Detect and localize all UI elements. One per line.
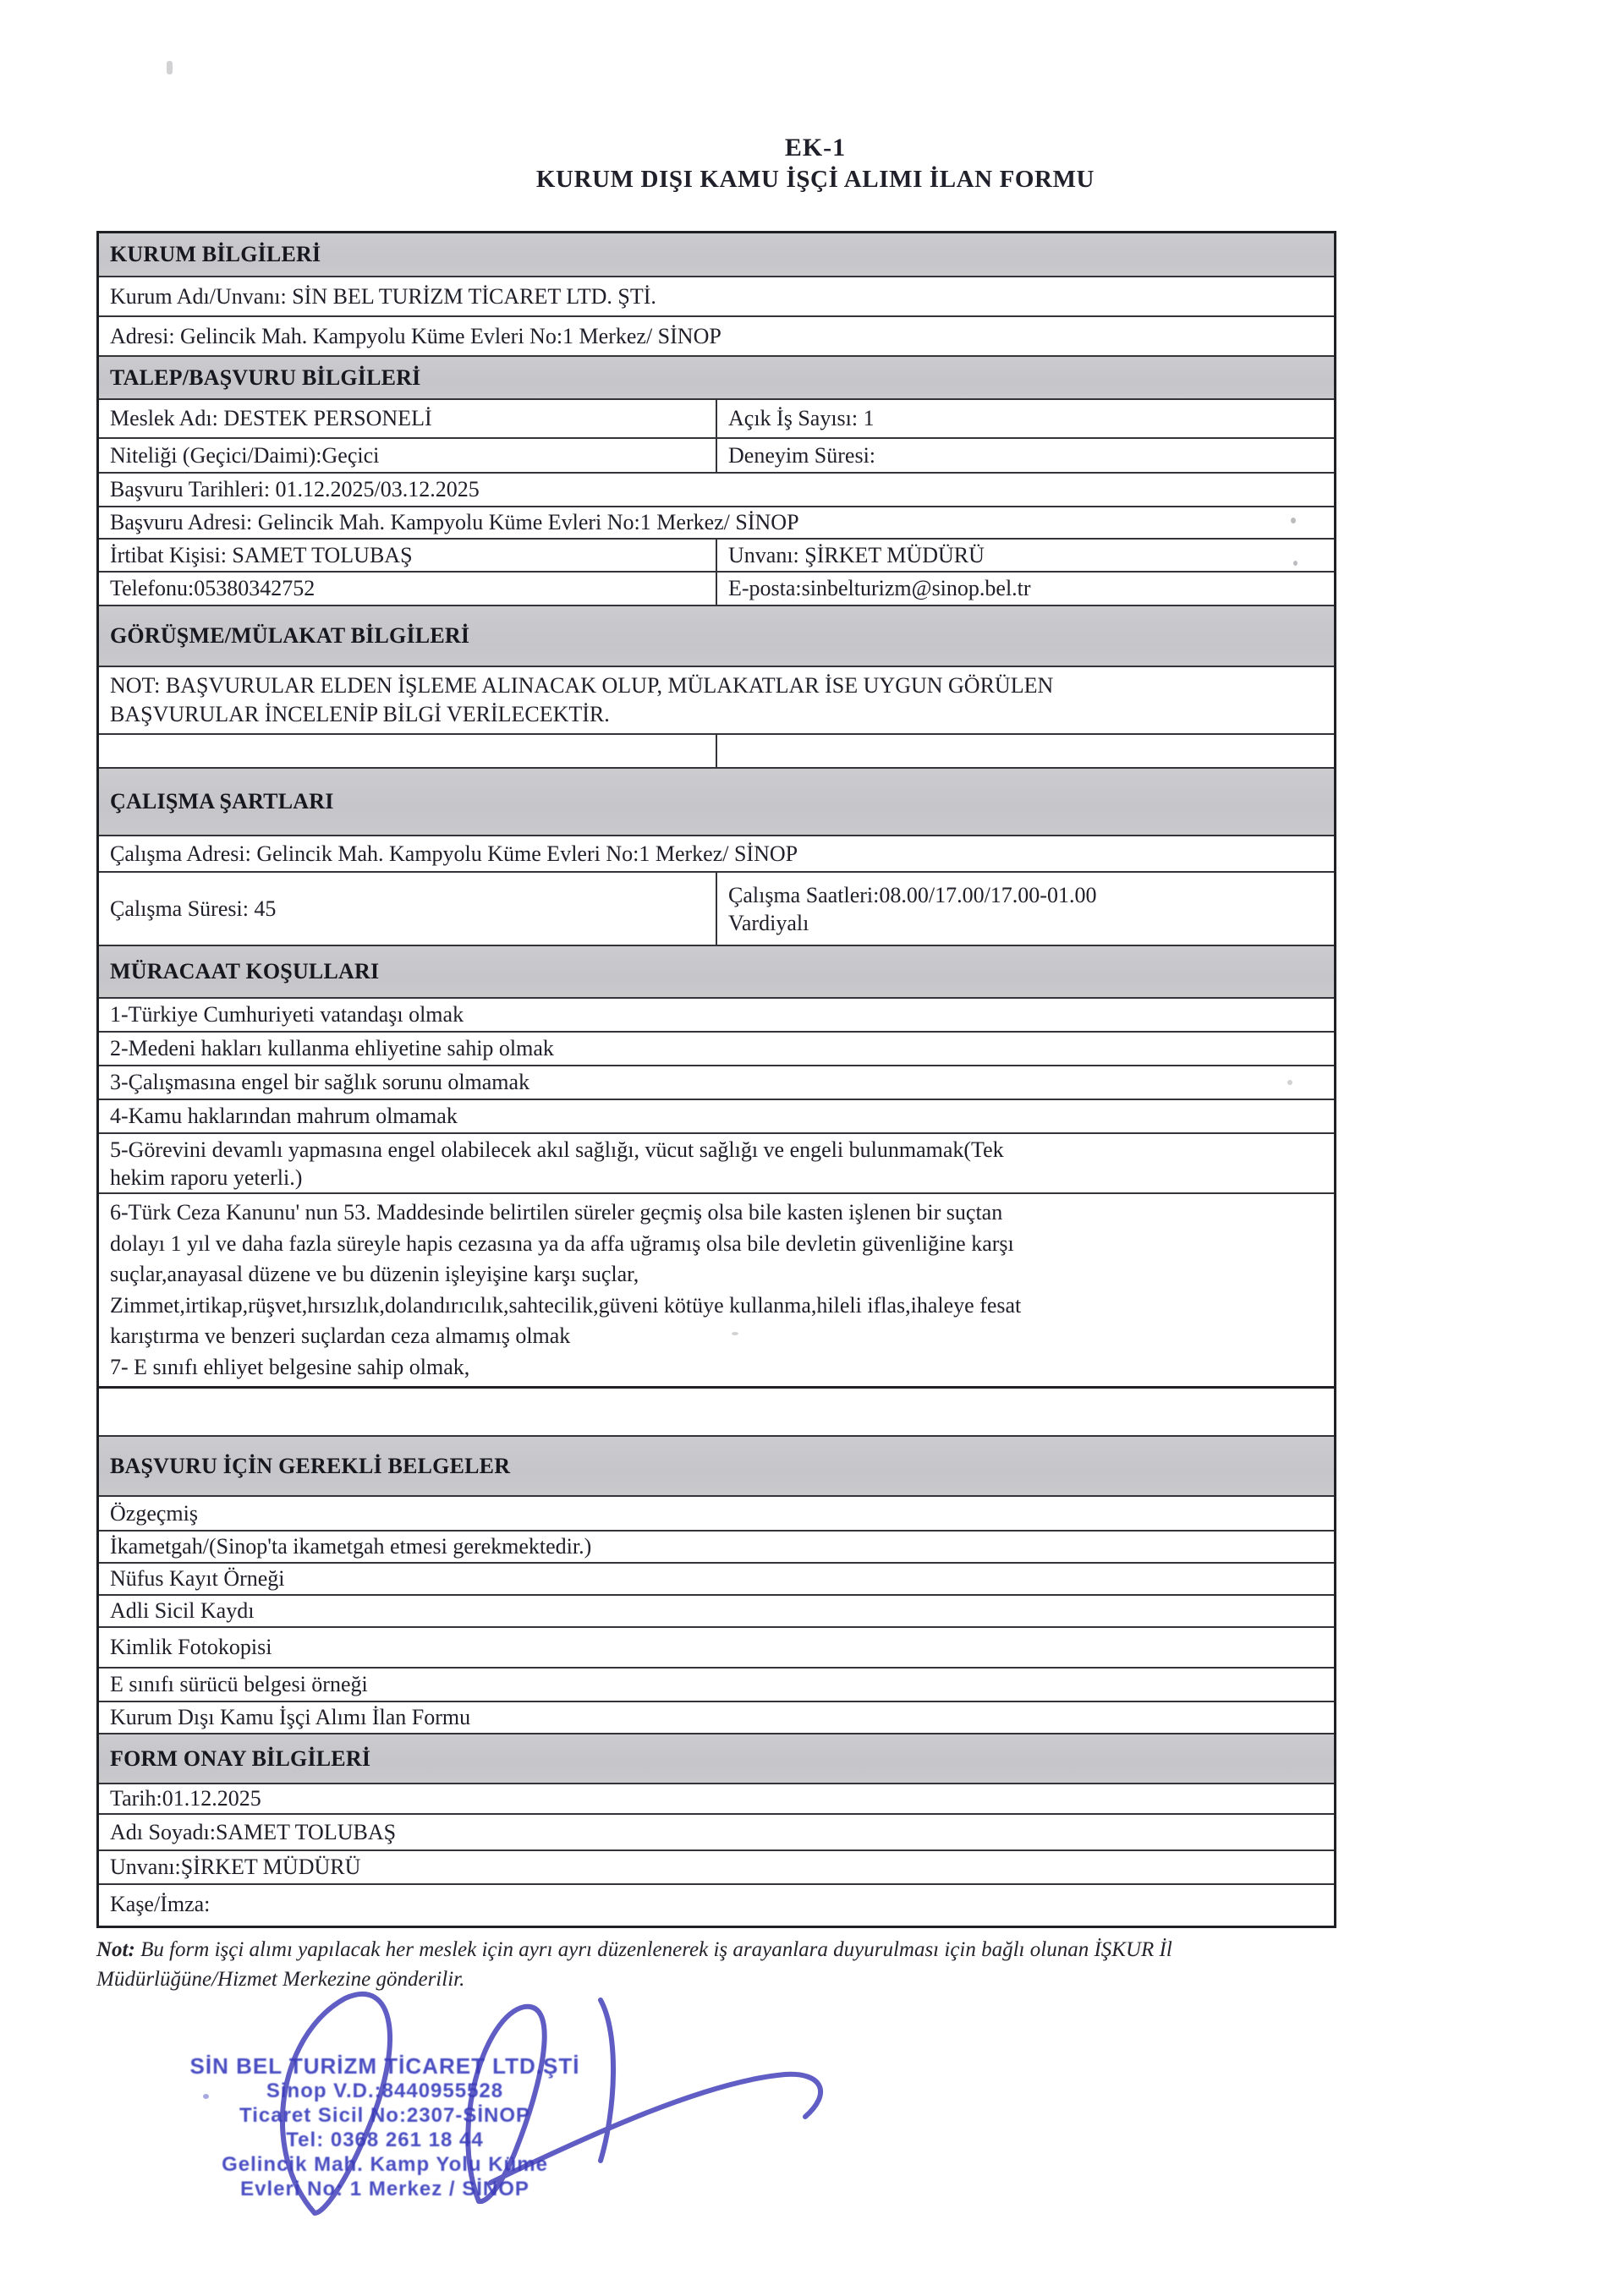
- kosul-1: 1-Türkiye Cumhuriyeti vatandaşı olmak: [99, 999, 1334, 1033]
- field-deneyim-suresi: Deneyim Süresi:: [716, 439, 1334, 472]
- mulakat-notu-line1: NOT: BAŞVURULAR ELDEN İŞLEME ALINACAK OLUP, MÜLAKATLAR İSE UYGUN GÖRÜLEN: [110, 673, 1054, 698]
- kosul-6-line1: 6-Türk Ceza Kanunu' nun 53. Maddesinde belirtilen süreler geçmiş olsa bile kasten işlenen bir suçtan: [110, 1200, 1003, 1225]
- company-stamp: [127, 2053, 643, 2201]
- footer-note: [96, 1935, 1610, 1994]
- row-niteligi-deneyim: [99, 439, 1334, 474]
- form-title: KURUM DIŞI KAMU İŞÇİ ALIMI İLAN FORMU: [535, 166, 1095, 193]
- kosul-6-line2: dolayı 1 yıl ve daha fazla süreyle hapis cezasına ya da affa uğramış olsa bile devletin güvenliğine karşı: [110, 1230, 1014, 1256]
- row-empty-full: [99, 1389, 1334, 1437]
- stamp-address-line1: Gelincik Mah. Kamp Yolu Küme: [222, 2153, 548, 2176]
- field-mulakat-notu: [99, 667, 1334, 735]
- field-basvuru-adresi: Başvuru Adresi: Gelincik Mah. Kampyolu Küme Evleri No:1 Merkez/ SİNOP: [99, 507, 1334, 540]
- row-calisma-suresi-saatleri: [99, 873, 1334, 946]
- field-onay-unvani: Unvanı:ŞİRKET MÜDÜRÜ: [99, 1851, 1334, 1885]
- field-onay-tarih: Tarih:01.12.2025: [99, 1784, 1334, 1815]
- scan-artifact: [732, 1332, 738, 1335]
- calisma-saatleri-line1: Çalışma Saatleri:08.00/17.00/17.00-01.00: [728, 882, 1097, 907]
- kosul-6-line4: Zimmet,irtikap,rüşvet,hırsızlık,dolandırıcılık,sahtecilik,güveni kötüye kullanma,hileli iflas,ihaleye fesat: [110, 1292, 1022, 1318]
- field-calisma-saatleri: [716, 873, 1334, 945]
- form-table: [96, 231, 1336, 1928]
- field-meslek-adi: Meslek Adı: DESTEK PERSONELİ: [110, 406, 432, 431]
- belge-kimlik: Kimlik Fotokopisi: [99, 1628, 1334, 1669]
- belge-ilan-formu: Kurum Dışı Kamu İşçi Alımı İlan Formu: [99, 1702, 1334, 1734]
- stamp-tax-number: Sinop V.D.:8440955528: [266, 2080, 504, 2102]
- field-calisma-suresi: Çalışma Süresi: 45: [110, 896, 277, 921]
- field-kurum-adresi: Adresi: Gelincik Mah. Kampyolu Küme Evleri No:1 Merkez/ SİNOP: [99, 317, 1334, 357]
- kosul-6-line3: suçlar,anayasal düzene ve bu düzenin işleyişine karşı suçlar,: [110, 1262, 639, 1286]
- scan-artifact: [1291, 518, 1296, 523]
- empty-cell-left: [99, 735, 716, 767]
- section-header-gerekli-belgeler: BAŞVURU İÇİN GEREKLİ BELGELER: [99, 1437, 1334, 1497]
- field-kase-imza: Kaşe/İmza:: [110, 1892, 211, 1916]
- stamp-address-line2: Evleri No: 1 Merkez / SİNOP: [240, 2178, 529, 2200]
- kosul-6-line5: karıştırma ve benzeri suçlardan ceza almamış olmak: [110, 1323, 571, 1348]
- scan-artifact: [167, 61, 173, 74]
- kosul-6-7: [99, 1194, 1334, 1389]
- section-header-form-onay: FORM ONAY BİLGİLERİ: [99, 1734, 1334, 1784]
- field-unvani: Unvanı: ŞİRKET MÜDÜRÜ: [716, 540, 1334, 571]
- stamp-company-name: SİN BEL TURİZM TİCARET LTD.ŞTİ: [189, 2053, 580, 2079]
- kosul-3: 3-Çalışmasına engel bir sağlık sorunu olmamak: [99, 1066, 1334, 1100]
- kosul-2: 2-Medeni hakları kullanma ehliyetine sahip olmak: [99, 1033, 1334, 1066]
- footer-note-line2: Müdürlüğüne/Hizmet Merkezine gönderilir.: [96, 1968, 465, 1991]
- annex-label: EK-1: [784, 134, 847, 162]
- belge-ikametgah: İkametgah/(Sinop'ta ikametgah etmesi gerekmektedir.): [99, 1532, 1334, 1564]
- belge-nufus-kayit: Nüfus Kayıt Örneği: [99, 1564, 1334, 1596]
- field-kurum-adi: Kurum Adı/Unvanı: SİN BEL TURİZM TİCARET LTD. ŞTİ.: [99, 277, 1334, 317]
- kosul-7: 7- E sınıfı ehliyet belgesine sahip olmak,: [110, 1354, 470, 1379]
- section-header-talep-basvuru: TALEP/BAŞVURU BİLGİLERİ: [99, 357, 1334, 400]
- section-header-kurum-bilgileri: KURUM BİLGİLERİ: [99, 233, 1334, 277]
- field-acik-is-sayisi: Açık İş Sayısı: 1: [716, 400, 1334, 437]
- document-title-block: [96, 134, 1534, 194]
- field-onay-adi-soyadi: Adı Soyadı:SAMET TOLUBAŞ: [99, 1815, 1334, 1851]
- footer-note-line1: Bu form işçi alımı yapılacak her meslek için ayrı ayrı düzenlenerek iş arayanlara duyurulması için bağlı olunan İŞKUR İl: [134, 1938, 1172, 1961]
- section-header-muracaat-kosullari: MÜRACAAT KOŞULLARI: [99, 946, 1334, 999]
- row-irtibat-unvan: [99, 540, 1334, 573]
- scan-artifact: [203, 2094, 209, 2099]
- field-niteligi: Niteliği (Geçici/Daimi):Geçici: [110, 442, 380, 468]
- belge-surucu-belgesi: E sınıfı sürücü belgesi örneği: [99, 1669, 1334, 1702]
- row-meslek-acikis: [99, 400, 1334, 439]
- section-header-calisma-sartlari: ÇALIŞMA ŞARTLARI: [99, 769, 1334, 836]
- kosul-5-line1: 5-Görevini devamlı yapmasına engel olabilecek akıl sağlığı, vücut sağlığı ve engeli bulunmamak(Tek: [110, 1137, 1004, 1162]
- field-calisma-adresi: Çalışma Adresi: Gelincik Mah. Kampyolu Küme Evleri No:1 Merkez/ SİNOP: [99, 836, 1334, 873]
- stamp-phone: Tel: 0368 261 18 44: [286, 2129, 484, 2151]
- scan-artifact: [1287, 1080, 1292, 1085]
- mulakat-notu-line2: BAŞVURULAR İNCELENİP BİLGİ VERİLECEKTİR.: [110, 702, 610, 726]
- field-irtibat-kisisi: İrtibat Kişisi: SAMET TOLUBAŞ: [110, 542, 413, 567]
- footer-note-label: Not:: [96, 1938, 135, 1961]
- stamp-trade-registry: Ticaret Sicil No:2307-SİNOP: [239, 2104, 530, 2127]
- calisma-saatleri-line2: Vardiyalı: [728, 910, 809, 935]
- row-empty-split: [99, 735, 1334, 769]
- empty-cell-right: [716, 735, 1334, 767]
- kosul-5-line2: hekim raporu yeterli.): [110, 1164, 303, 1190]
- belge-ozgecmis: Özgeçmiş: [99, 1497, 1334, 1532]
- belge-adli-sicil: Adli Sicil Kaydı: [99, 1596, 1334, 1628]
- field-eposta: E-posta:sinbelturizm@sinop.bel.tr: [716, 573, 1334, 605]
- kosul-4: 4-Kamu haklarından mahrum olmamak: [99, 1100, 1334, 1134]
- scan-artifact: [1293, 561, 1298, 566]
- row-telefon-eposta: [99, 573, 1334, 606]
- field-telefonu: Telefonu:05380342752: [110, 576, 315, 601]
- kosul-5: [99, 1134, 1334, 1194]
- section-header-gorusme-mulakat: GÖRÜŞME/MÜLAKAT BİLGİLERİ: [99, 606, 1334, 667]
- field-basvuru-tarihleri: Başvuru Tarihleri: 01.12.2025/03.12.2025: [99, 474, 1334, 507]
